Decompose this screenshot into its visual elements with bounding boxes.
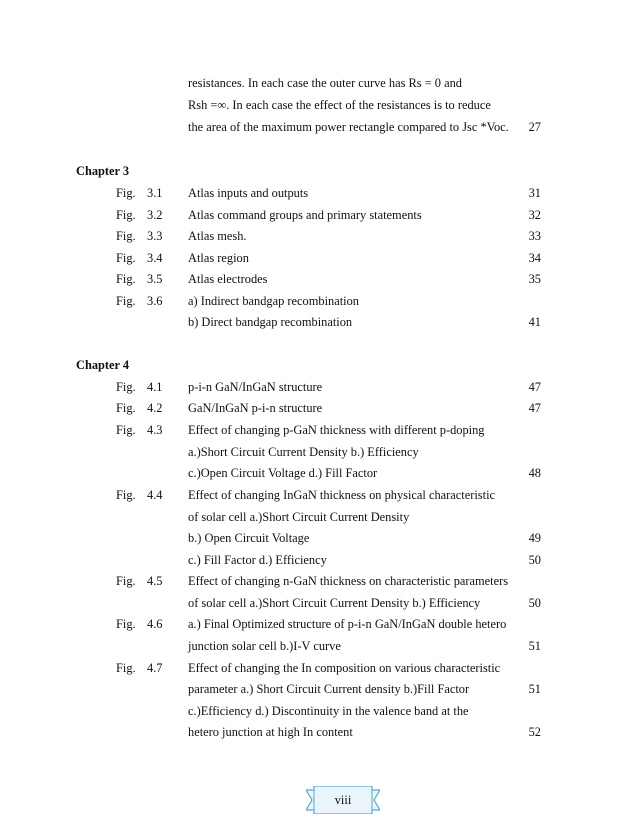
fig-number: 3.1 [147,186,163,200]
toc-page-number: 51 [528,639,541,653]
fig-number: 4.1 [147,380,163,394]
fig-caption: a.)Short Circuit Current Density b.) Efficiency [188,445,419,459]
toc-page-number: 32 [528,208,541,222]
chapter-heading: Chapter 3 [76,164,130,178]
toc-page-number: 50 [528,596,541,610]
toc-page-number: 34 [528,251,541,265]
fig-number: 4.2 [147,401,163,415]
toc-page-number: 33 [528,229,541,243]
fig-caption: hetero junction at high In content [188,725,353,739]
fig-label: Fig. [116,488,136,502]
fig-label: Fig. [116,251,136,265]
toc-page-number: 27 [528,120,541,134]
toc-page-number: 48 [528,466,541,480]
fig-number: 3.2 [147,208,163,222]
fig-label: Fig. [116,401,136,415]
toc-page-number: 47 [528,401,541,415]
fig-caption: Effect of changing n-GaN thickness on characteristic parameters [188,574,509,588]
toc-page-number: 49 [528,531,541,545]
fig-caption: a) Indirect bandgap recombination [188,294,359,308]
fig-label: Fig. [116,380,136,394]
toc-continuation-line: the area of the maximum power rectangle compared to Jsc *Voc. [188,120,509,134]
fig-label: Fig. [116,208,136,222]
toc-continuation-line: Rsh =∞. In each case the effect of the resistances is to reduce [188,98,491,112]
fig-caption: GaN/InGaN p-i-n structure [188,401,323,415]
fig-number: 4.3 [147,423,163,437]
fig-caption: p-i-n GaN/InGaN structure [188,380,323,394]
chapter-heading: Chapter 4 [76,358,130,372]
toc-page-number: 31 [528,186,541,200]
toc-page-number: 51 [528,682,541,696]
fig-label: Fig. [116,186,136,200]
toc-page-number: 35 [528,272,541,286]
fig-caption: Atlas command groups and primary statements [188,208,422,222]
toc-page-number: 41 [528,315,541,329]
fig-caption: Atlas region [188,251,249,265]
fig-caption: parameter a.) Short Circuit Current density b.)Fill Factor [188,682,470,696]
fig-number: 4.7 [147,661,163,675]
page-number: viii [334,793,352,807]
fig-caption: Atlas mesh. [188,229,247,243]
fig-caption: Effect of changing InGaN thickness on physical characteristic [188,488,496,502]
fig-label: Fig. [116,617,136,631]
fig-number: 3.5 [147,272,163,286]
toc-page-number: 47 [528,380,541,394]
fig-caption: b) Direct bandgap recombination [188,315,353,329]
fig-label: Fig. [116,661,136,675]
fig-label: Fig. [116,229,136,243]
fig-caption: junction solar cell b.)I-V curve [188,639,341,653]
fig-caption: b.) Open Circuit Voltage [188,531,310,545]
fig-caption: Effect of changing p-GaN thickness with different p-doping [188,423,485,437]
fig-label: Fig. [116,294,136,308]
fig-caption: of solar cell a.)Short Circuit Current Density [188,510,410,524]
fig-number: 3.3 [147,229,163,243]
fig-number: 4.4 [147,488,163,502]
fig-label: Fig. [116,574,136,588]
fig-caption: c.)Open Circuit Voltage d.) Fill Factor [188,466,378,480]
fig-label: Fig. [116,272,136,286]
fig-caption: Atlas electrodes [188,272,268,286]
fig-number: 3.6 [147,294,163,308]
fig-number: 3.4 [147,251,163,265]
fig-caption: c.)Efficiency d.) Discontinuity in the valence band at the [188,704,469,718]
fig-number: 4.6 [147,617,163,631]
toc-continuation-line: resistances. In each case the outer curve has Rs = 0 and [188,76,462,90]
fig-caption: a.) Final Optimized structure of p-i-n GaN/InGaN double hetero [188,617,507,631]
fig-caption: Effect of changing the In composition on various characteristic [188,661,501,675]
toc-page-number: 52 [528,725,541,739]
page-number-ribbon [306,786,380,814]
fig-label: Fig. [116,423,136,437]
toc-page-number: 50 [528,553,541,567]
fig-number: 4.5 [147,574,163,588]
fig-caption: c.) Fill Factor d.) Efficiency [188,553,327,567]
fig-caption: of solar cell a.)Short Circuit Current Density b.) Efficiency [188,596,481,610]
fig-caption: Atlas inputs and outputs [188,186,309,200]
